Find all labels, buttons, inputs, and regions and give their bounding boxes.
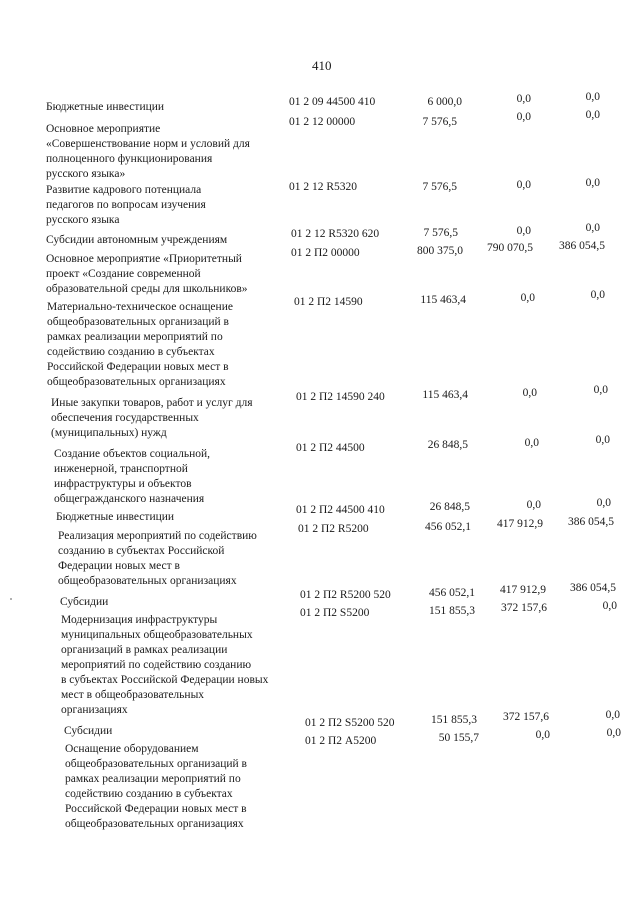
- value-year-2: 0,0: [516, 111, 531, 123]
- value-year-3: 0,0: [606, 727, 621, 739]
- row-name: Субсидии: [60, 596, 109, 608]
- value-year-3: 386 054,5: [570, 582, 616, 594]
- row-code: 01 2 П2 S5200 520: [305, 717, 395, 729]
- row-name: Иные закупки товаров, работ и услуг для обеспечения государственных (муниципальных) нужд: [51, 397, 253, 439]
- value-year-1: 26 848,5: [429, 501, 470, 513]
- value-year-3: 0,0: [596, 497, 611, 509]
- value-year-2: 0,0: [516, 225, 531, 237]
- row-name: Оснащение оборудованием общеобразовательных организаций в рамках реализации мероприятий по содействию созданию в субъектах Российской Федерации новых мест в общеобразовательных организациях: [65, 743, 247, 830]
- scan-speck: [10, 598, 12, 600]
- row-code: 01 2 П2 R5200: [298, 523, 369, 535]
- value-year-2: 372 157,6: [503, 711, 549, 723]
- row-name: Субсидии: [64, 725, 113, 737]
- row-name: Модернизация инфраструктуры муниципальных общеобразовательных организаций в рамках реализации мероприятий по содействию созданию в субъектах Российской Федерации новых мест в общеобразовательных организациях: [61, 614, 269, 716]
- value-year-1: 456 052,1: [425, 521, 471, 533]
- row-code: 01 2 П2 А5200: [305, 735, 377, 747]
- value-year-3: 386 054,5: [559, 240, 605, 252]
- value-year-3: 0,0: [585, 91, 600, 103]
- row-name: Материально-техническое оснащение общеобразовательных организаций в рамках реализации мероприятий по содействию созданию в субъектах Российской Федерации новых мест в общеобразовательных организациях: [47, 301, 233, 388]
- value-year-2: 0,0: [516, 93, 531, 105]
- value-year-1: 800 375,0: [417, 245, 463, 257]
- row-name: Основное мероприятие «Приоритетный проект «Создание современной образовательной среды для школьников»: [46, 253, 248, 295]
- row-code: 01 2 П2 14590 240: [296, 391, 385, 403]
- value-year-2: 0,0: [535, 729, 550, 741]
- page-number: 410: [312, 58, 332, 73]
- value-year-2: 0,0: [522, 387, 537, 399]
- value-year-3: 0,0: [585, 177, 600, 189]
- value-year-3: 386 054,5: [568, 516, 614, 528]
- value-year-2: 372 157,6: [501, 602, 547, 614]
- value-year-2: 0,0: [526, 499, 541, 511]
- row-name: Развитие кадрового потенциала педагогов по вопросам изучения русского языка: [46, 184, 206, 226]
- row-code: 01 2 П2 00000: [291, 247, 360, 259]
- value-year-1: 7 576,5: [422, 181, 457, 193]
- row-name: Субсидии автономным учреждениям: [46, 234, 228, 246]
- row-code: 01 2 П2 S5200: [300, 607, 370, 619]
- value-year-1: 7 576,5: [422, 116, 457, 128]
- value-year-2: 417 912,9: [497, 518, 543, 530]
- row-name: Бюджетные инвестиции: [46, 101, 165, 113]
- value-year-2: 0,0: [516, 179, 531, 191]
- value-year-2: 790 070,5: [487, 242, 533, 254]
- row-code: 01 2 П2 14590: [294, 296, 363, 308]
- value-year-2: 0,0: [524, 437, 539, 449]
- row-code: 01 2 12 R5320 620: [291, 228, 380, 240]
- value-year-1: 456 052,1: [429, 587, 475, 599]
- value-year-3: 0,0: [590, 289, 605, 301]
- row-name: Реализация мероприятий по содействию созданию в субъектах Российской Федерации новых мест в общеобразовательных организациях: [58, 530, 257, 587]
- row-code: 01 2 П2 44500: [296, 442, 365, 454]
- row-code: 01 2 12 00000: [289, 116, 356, 128]
- row-name: Основное мероприятие «Совершенствование норм и условий для полноценного функционирования русского языка»: [46, 123, 250, 180]
- value-year-1: 115 463,4: [422, 389, 468, 401]
- value-year-3: 0,0: [593, 384, 608, 396]
- row-name: Бюджетные инвестиции: [56, 511, 175, 523]
- row-code: 01 2 12 R5320: [289, 181, 358, 193]
- value-year-1: 151 855,3: [429, 605, 475, 617]
- value-year-1: 26 848,5: [427, 439, 468, 451]
- row-code: 01 2 П2 44500 410: [296, 504, 385, 516]
- value-year-3: 0,0: [605, 709, 620, 721]
- value-year-3: 0,0: [595, 434, 610, 446]
- value-year-2: 0,0: [520, 292, 535, 304]
- value-year-1: 115 463,4: [420, 294, 466, 306]
- value-year-1: 7 576,5: [423, 227, 458, 239]
- value-year-1: 50 155,7: [438, 732, 479, 744]
- row-name: Создание объектов социальной, инженерной, транспортной инфраструктуры и объектов общегражданского назначения: [54, 448, 211, 505]
- value-year-1: 6 000,0: [427, 96, 462, 108]
- value-year-3: 0,0: [585, 222, 600, 234]
- row-code: 01 2 П2 R5200 520: [300, 589, 391, 601]
- value-year-3: 0,0: [585, 109, 600, 121]
- value-year-1: 151 855,3: [431, 714, 477, 726]
- value-year-3: 0,0: [602, 600, 617, 612]
- row-code: 01 2 09 44500 410: [289, 96, 376, 108]
- value-year-2: 417 912,9: [500, 584, 546, 596]
